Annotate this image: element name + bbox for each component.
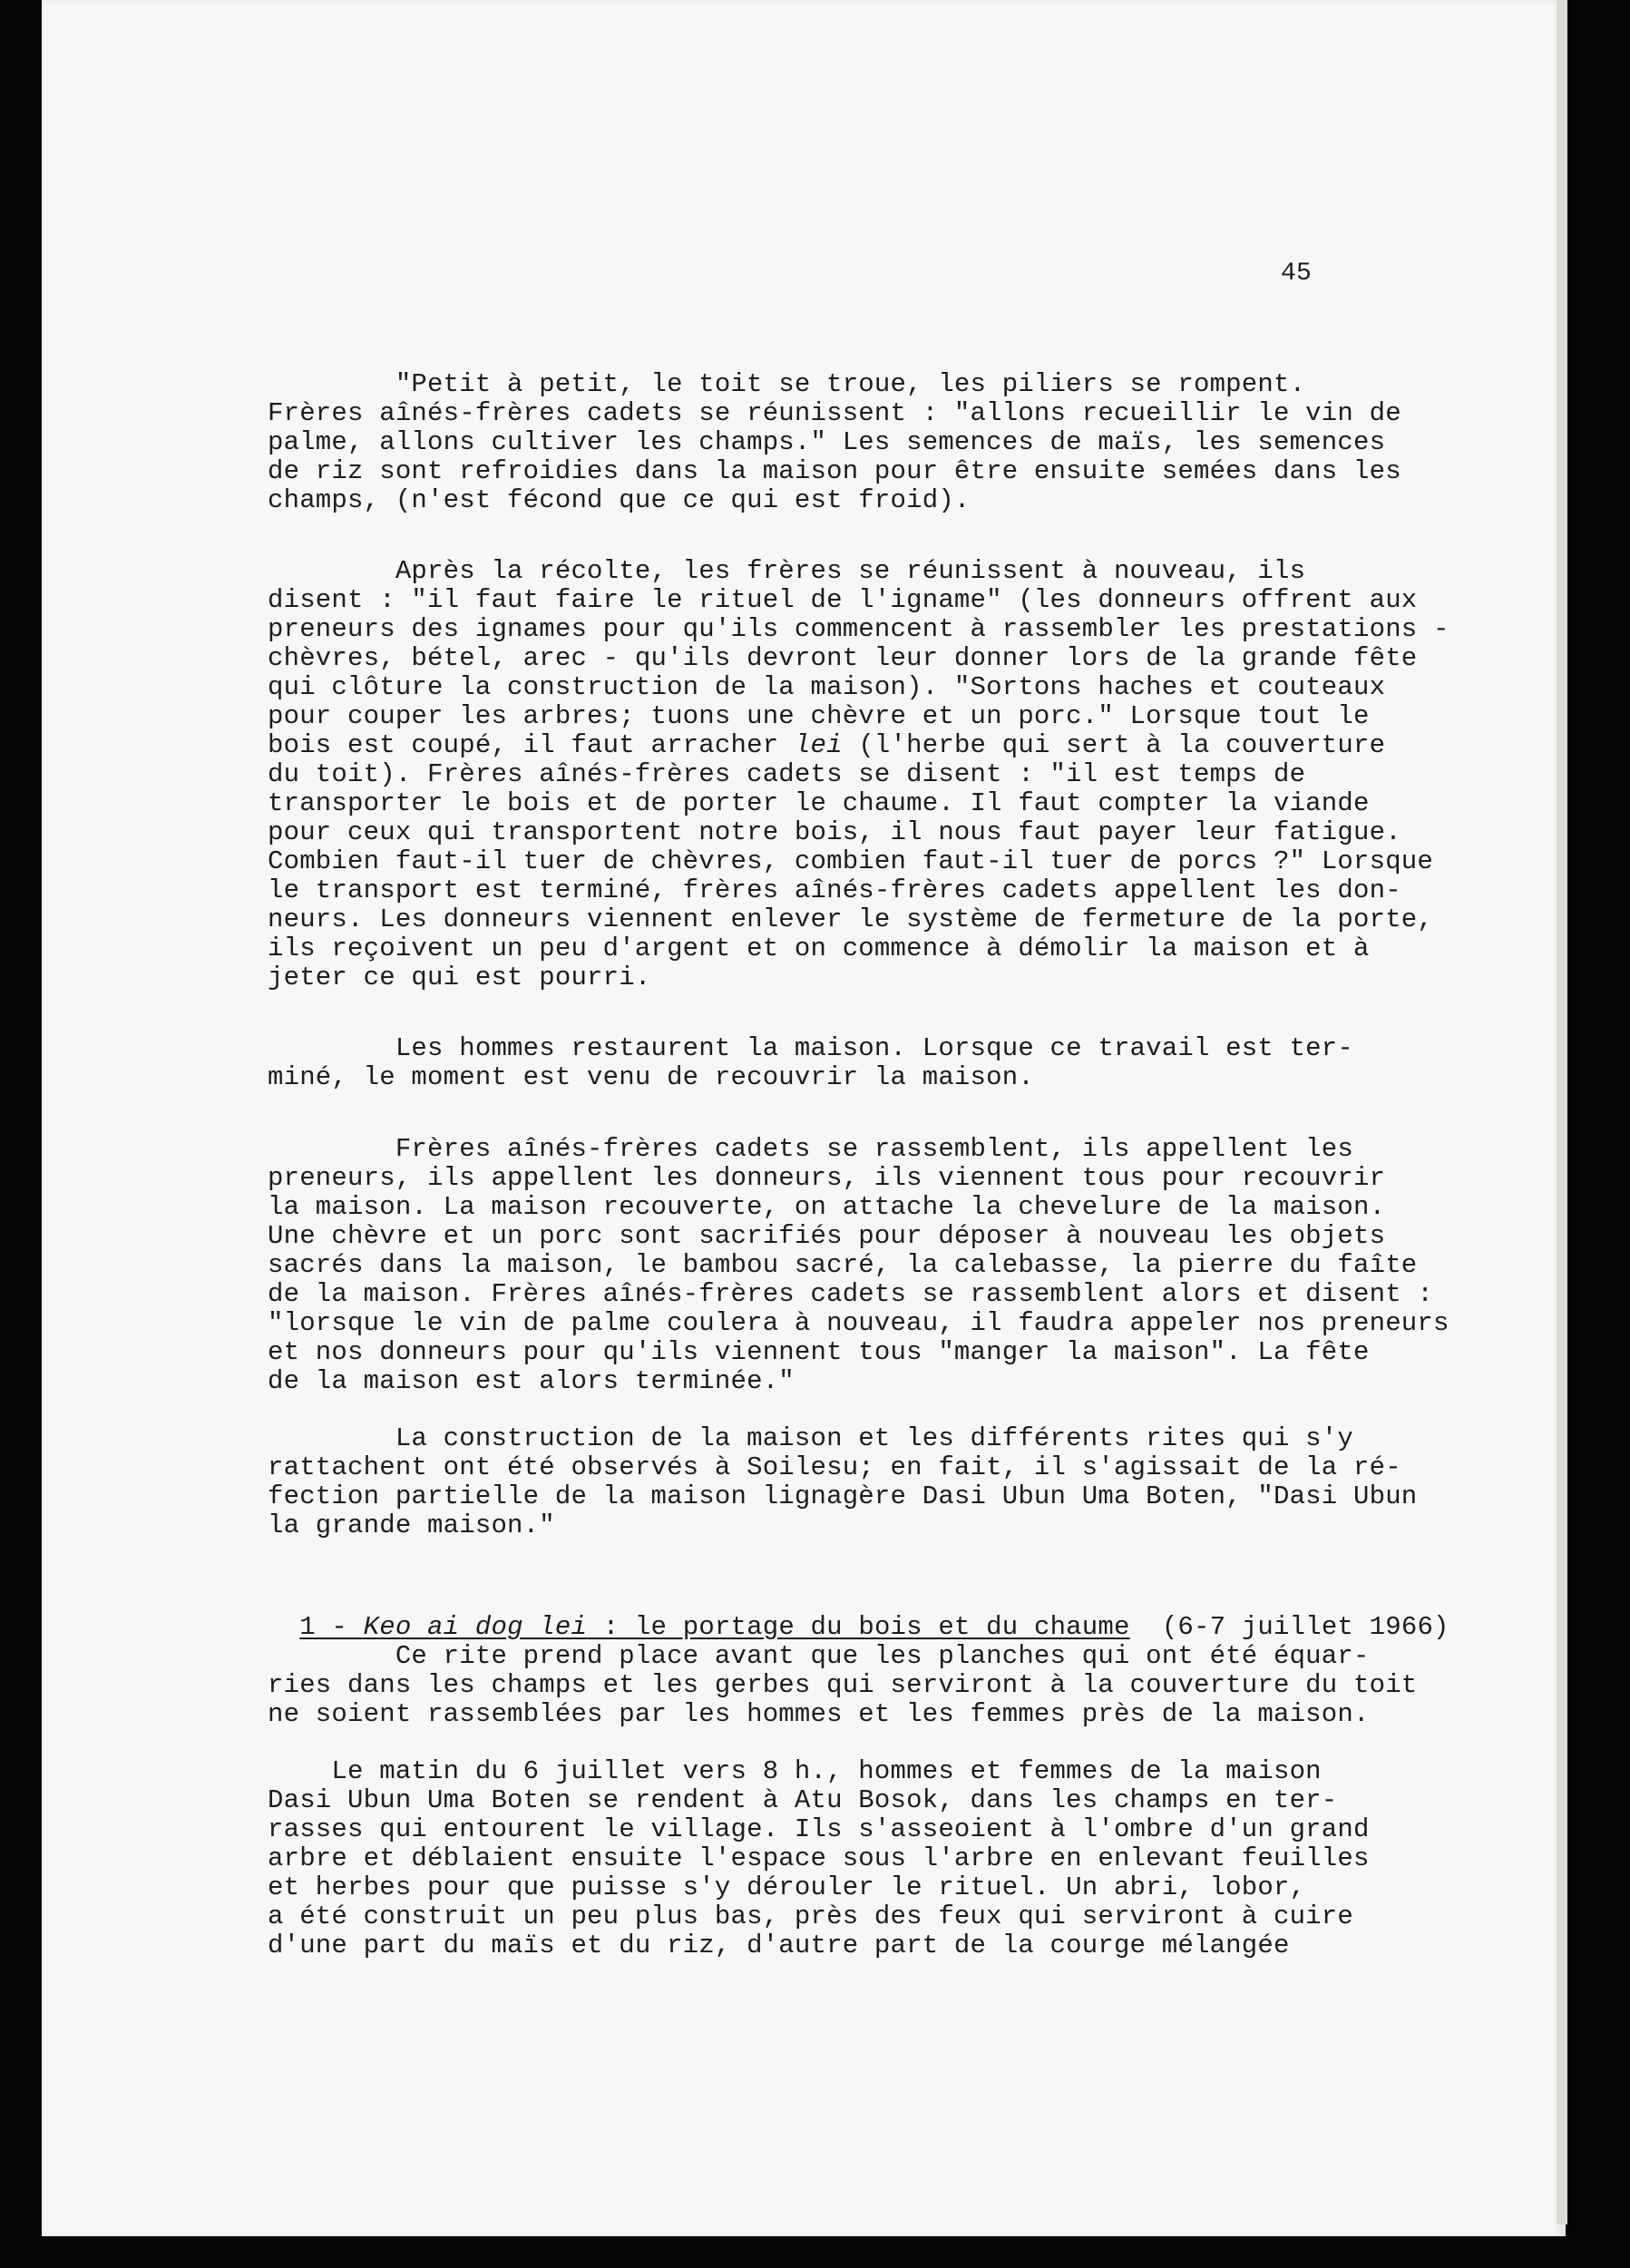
paragraph-4: Frères aînés-frères cadets se rassemblent, ils appellent les preneurs, ils appellent les donneurs, ils viennent tous pour recouvrir la maison. La maison recouverte, on attache la chevelure de la maison. Une chèvre et un porc sont sacrifiés pour déposer à nouveau les objets sacrés dans la maison, le bambou sacré, la calebasse, la pierre du faîte de la maison. Frères aînés-frères cadets se rassemblent alors et disent : "lorsque le vin de palme coulera à nouveau, il faudra appeler nos preneurs et nos donneurs pour qu'ils viennent tous "manger la maison". La fête de la maison est alors terminée.": [268, 1134, 1449, 1396]
section-date: (6-7 juillet 1966): [1161, 1612, 1449, 1642]
section-paragraph-2: Le matin du 6 juillet vers 8 h., hommes et femmes de la maison Dasi Ubun Uma Boten se rendent à Atu Bosok, dans les champs en ter- rasses qui entourent le village. Ils s'asseoient à l'ombre d'un grand arbre et déblaient ensuite l'espace sous l'arbre en enlevant feuilles et herbes pour que puisse s'y dérouler le rituel. Un abri, lobor, a été construit un peu plus bas, près des feux qui serviront à cuire d'une part du maïs et du riz, d'autre part de la courge mélangée: [268, 1756, 1370, 1960]
paragraph-2: Après la récolte, les frères se réunissent à nouveau, ils disent : "il faut faire le rituel de l'igname" (les donneurs offrent aux preneurs des ignames pour qu'ils commencent à rassembler les prestations - chèvres, bétel, arec - qu'ils devront leur donner lors de la grande fête qui clôture la construction de la maison). "Sortons haches et couteaux pour couper les arbres; tuons une chèvre et un porc." Lorsque tout le bois est coupé, il faut arracher lei (l'herbe qui sert à la couverture du toit). Frères aînés-frères cadets se disent : "il est temps de transporter le bois et de porter le chaume. Il faut compter la viande pour ceux qui transportent notre bois, il nous faut payer leur fatigue. Combien faut-il tuer de chèvres, combien faut-il tuer de porcs ?" Lorsque le transport est terminé, frères aînés-frères cadets appellent les don- neurs. Les donneurs viennent enlever le système de fermeture de la porte, ils reçoivent un peu d'argent et on commence à démolir la maison et à jeter ce qui est pourri.: [268, 556, 1449, 992]
section-paragraph-1: Ce rite prend place avant que les planches qui ont été équar- ries dans les champs et les gerbes qui serviront à la couverture du toit ne soient rassemblées par les hommes et les femmes près de la maison.: [268, 1641, 1418, 1729]
page-number: 45: [1281, 259, 1313, 288]
paragraph-3: Les hommes restaurent la maison. Lorsque ce travail est ter- miné, le moment est venu de recouvrir la maison.: [268, 1033, 1353, 1092]
section-heading: [268, 1584, 1449, 1642]
italic-term: lei: [794, 730, 843, 760]
paragraph-5: La construction de la maison et les différents rites qui s'y rattachent ont été observés à Soilesu; en fait, il s'agissait de la ré- fection partielle de la maison lignagère Dasi Ubun Uma Boten, "Dasi Ubun la grande maison.": [268, 1423, 1418, 1540]
section-title-rest: : le portage du bois et du chaume: [587, 1612, 1130, 1642]
page-edge: [1557, 0, 1567, 2224]
paragraph-1: "Petit à petit, le toit se troue, les piliers se rompent. Frères aînés-frères cadets se réunissent : "allons recueillir le vin de palme, allons cultiver les champs." Les semences de maïs, les semences de riz sont refroidies dans la maison pour être ensuite semées dans les champs, (n'est fécond que ce qui est froid).: [268, 369, 1401, 515]
section-title-italic: Keo ai dog lei: [363, 1612, 588, 1642]
section-number: 1 -: [299, 1612, 364, 1642]
